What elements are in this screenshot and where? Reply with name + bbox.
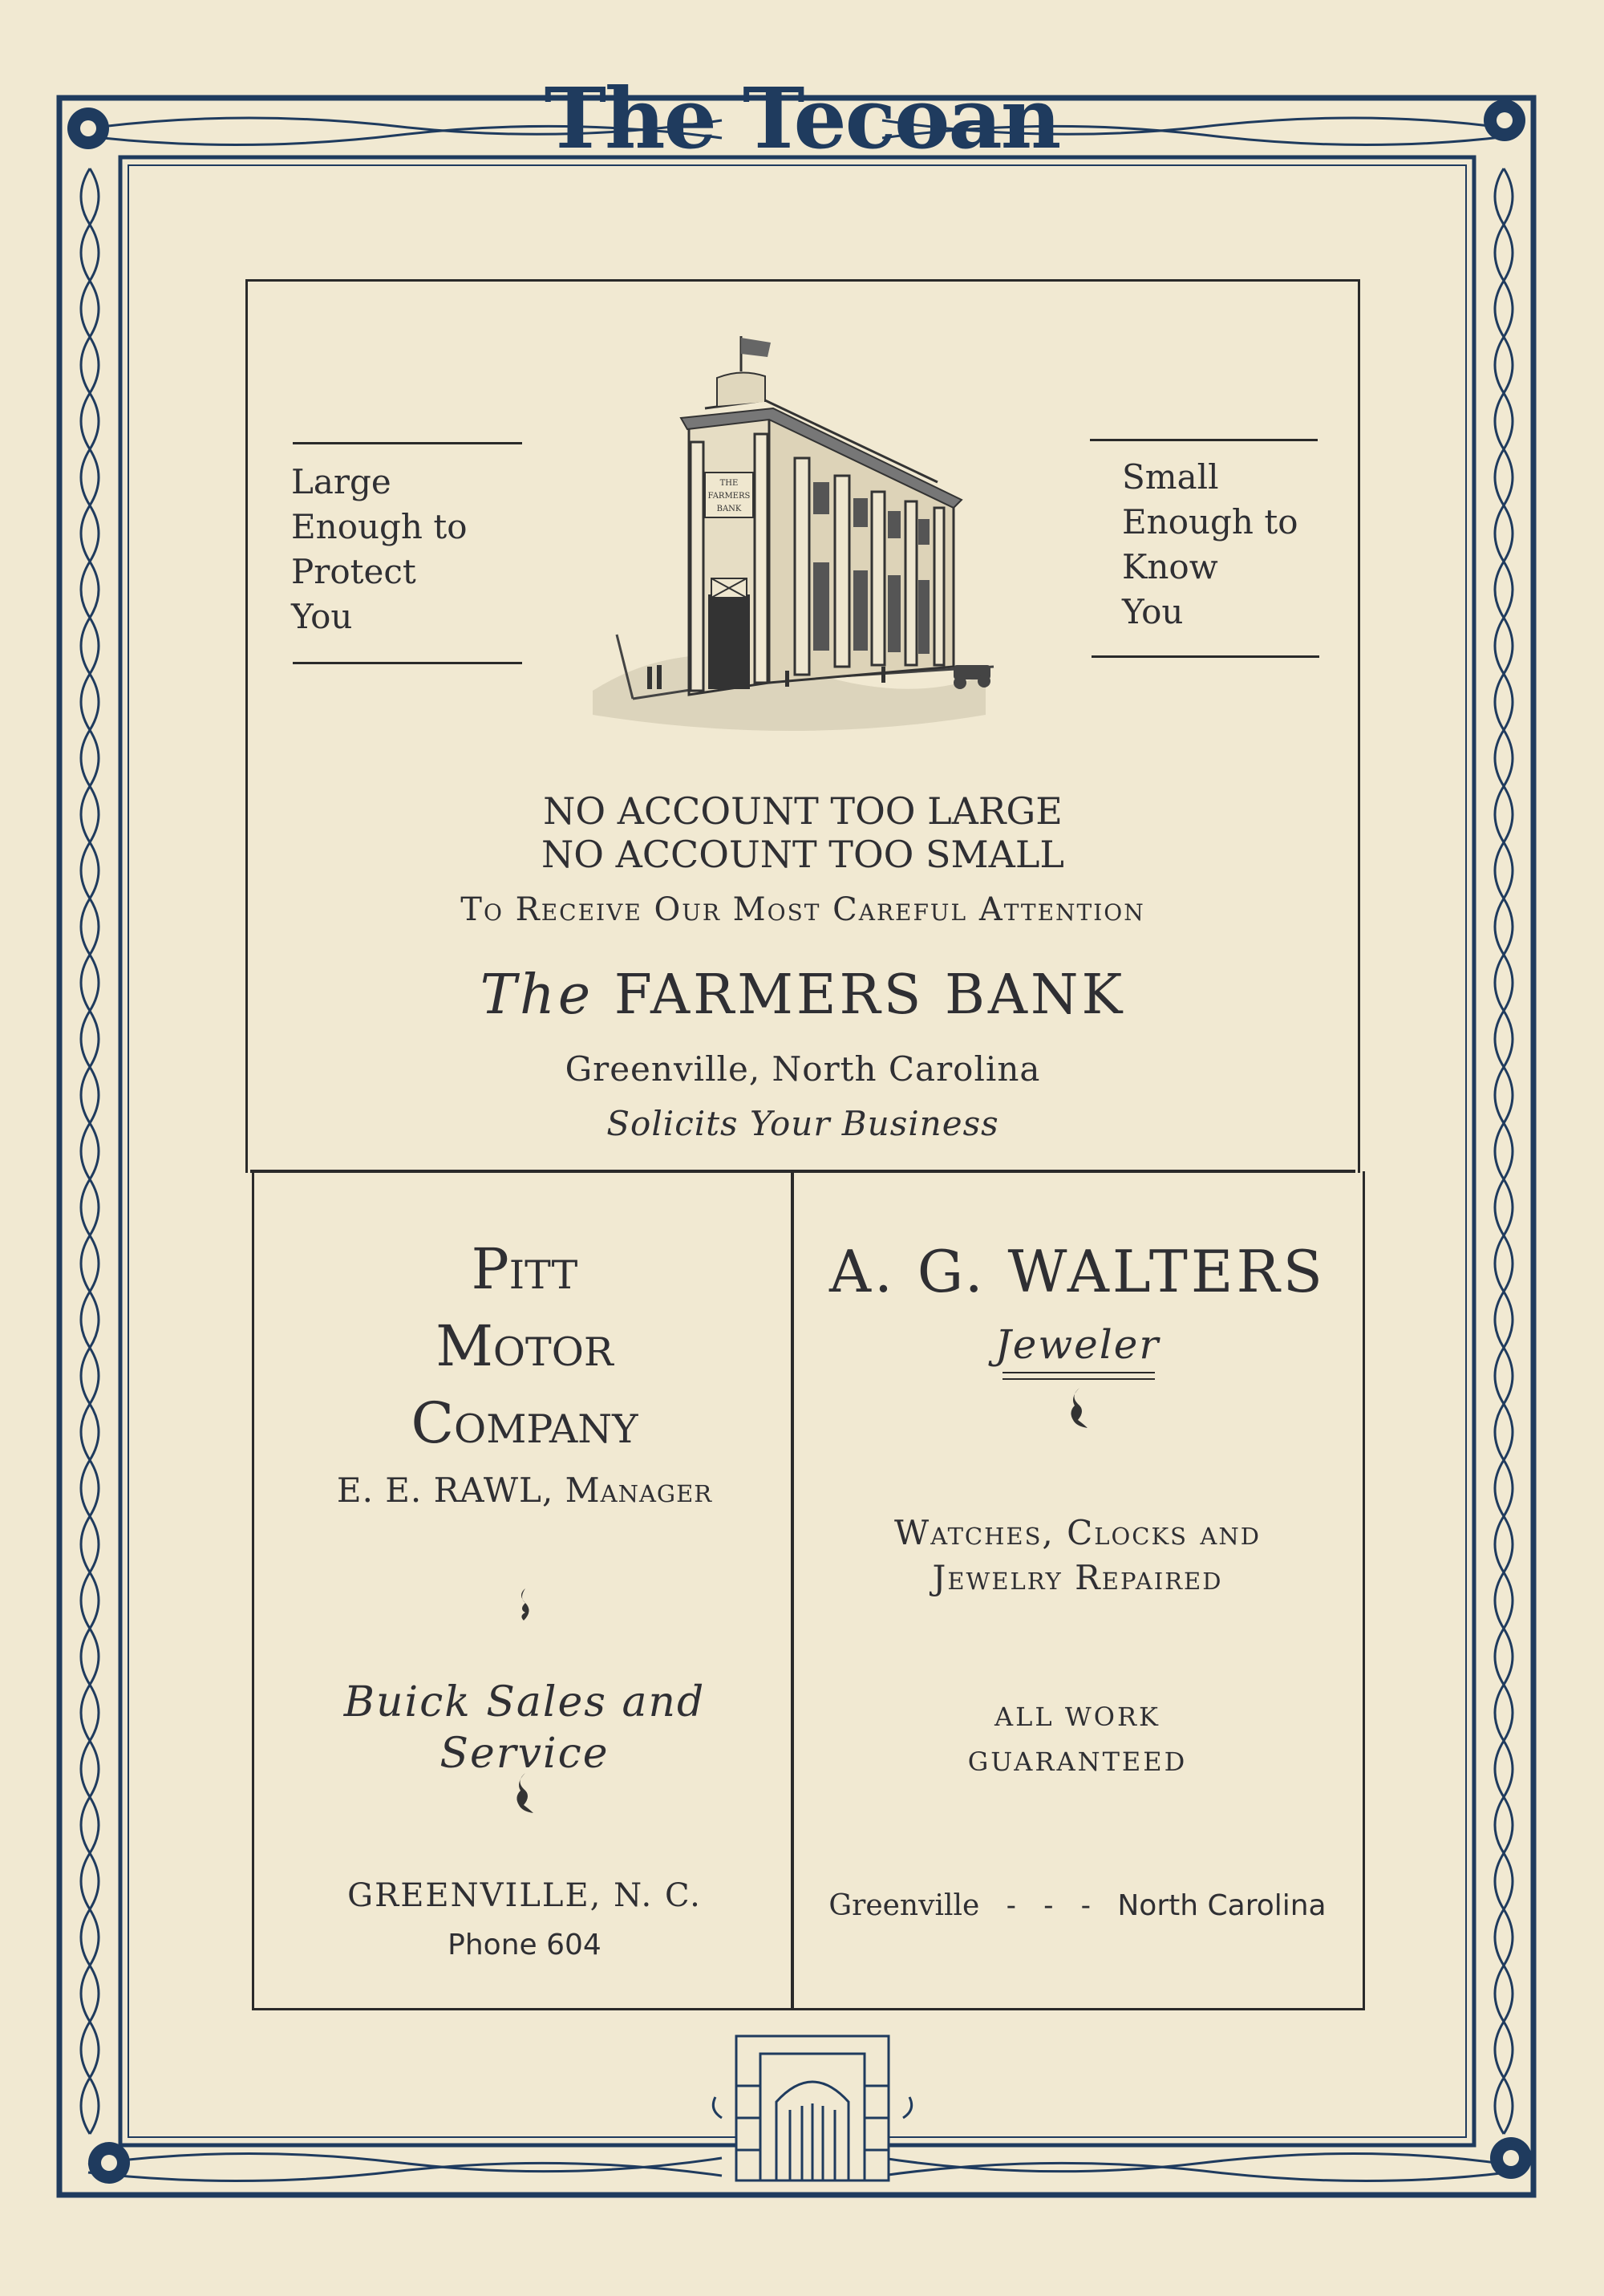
vine-chain [81,168,99,2134]
bank-sign-line: FARMERS [707,492,751,501]
motor-service: Buick Sales and Service [343,1678,706,1778]
right-slogan-line: You [1122,592,1184,631]
bank-sign-line: THE [719,479,739,488]
jeweler-trade-underline [1003,1378,1155,1380]
farmers-bank-ad [245,279,1360,1173]
right-slogan-rule-bottom [1092,655,1319,658]
jeweler-services-1: Watches, Clocks and [894,1513,1261,1552]
bank-name-article: The [480,963,594,1027]
left-slogan-line: Enough to [291,507,468,546]
bank-sign-line: BANK [716,505,742,513]
bank-name-main: FARMERS BANK [614,963,1126,1027]
right-slogan-line: Small [1122,457,1219,497]
right-slogan-line: Know [1122,547,1218,586]
jeweler-guarantee-1: ALL WORK [994,1702,1160,1732]
right-slogan-rule-top [1090,439,1318,441]
doorway-ornament [713,2036,911,2180]
left-slogan-line: Large [291,462,391,501]
bank-tagline: To Receive Our Most Careful Attention [460,891,1145,928]
motor-manager-name: E. E. RAWL, [336,1470,554,1510]
motor-name-line-3: Company [411,1390,638,1456]
motor-name-line-2: Motor [435,1313,614,1379]
left-slogan-line: You [291,597,353,636]
bank-building-engraving [585,330,1002,731]
right-slogan-line: Enough to [1122,502,1298,542]
bank-name [248,963,1358,1028]
bank-headline-1: NO ACCOUNT TOO LARGE [543,789,1063,833]
jeweler-services-2: Jewelry Repaired [932,1558,1223,1597]
jeweler-name: A. G. WALTERS [829,1238,1326,1305]
bank-closing: Solicits Your Business [606,1104,999,1143]
motor-phone: Phone 604 [448,1929,602,1961]
jeweler-trade-underline [1003,1372,1155,1373]
page-header-title: The Tecoan [544,69,1060,168]
motor-name-line-1: Pitt [471,1236,578,1302]
left-slogan-line: Protect [291,552,416,591]
vine-chain [1495,168,1513,2134]
motor-city: GREENVILLE, N. C. [347,1877,702,1914]
left-slogan-rule-bottom [293,662,522,664]
left-slogan [291,460,468,639]
bank-location: Greenville, North Carolina [565,1049,1041,1089]
pitt-motor-ad [252,1171,795,2010]
fleuron-ornament [1065,1386,1094,1431]
fleuron-ornament [511,1771,540,1816]
fleuron-ornament [511,1585,540,1630]
ag-walters-ad [792,1171,1365,2010]
jeweler-address [792,1887,1363,1925]
right-slogan [1122,455,1298,635]
jeweler-dashes: - - - [1006,1889,1091,1922]
jeweler-guarantee-2: GUARANTEED [967,1746,1188,1777]
jeweler-state: North Carolina [1117,1889,1327,1922]
jeweler-city: Greenville [828,1889,980,1922]
motor-manager [254,1470,795,1511]
motor-manager-title: Manager [565,1470,713,1510]
jeweler-trade: Jeweler [994,1321,1160,1368]
bank-headline-2: NO ACCOUNT TOO SMALL [541,833,1064,876]
left-slogan-rule-top [293,442,522,444]
